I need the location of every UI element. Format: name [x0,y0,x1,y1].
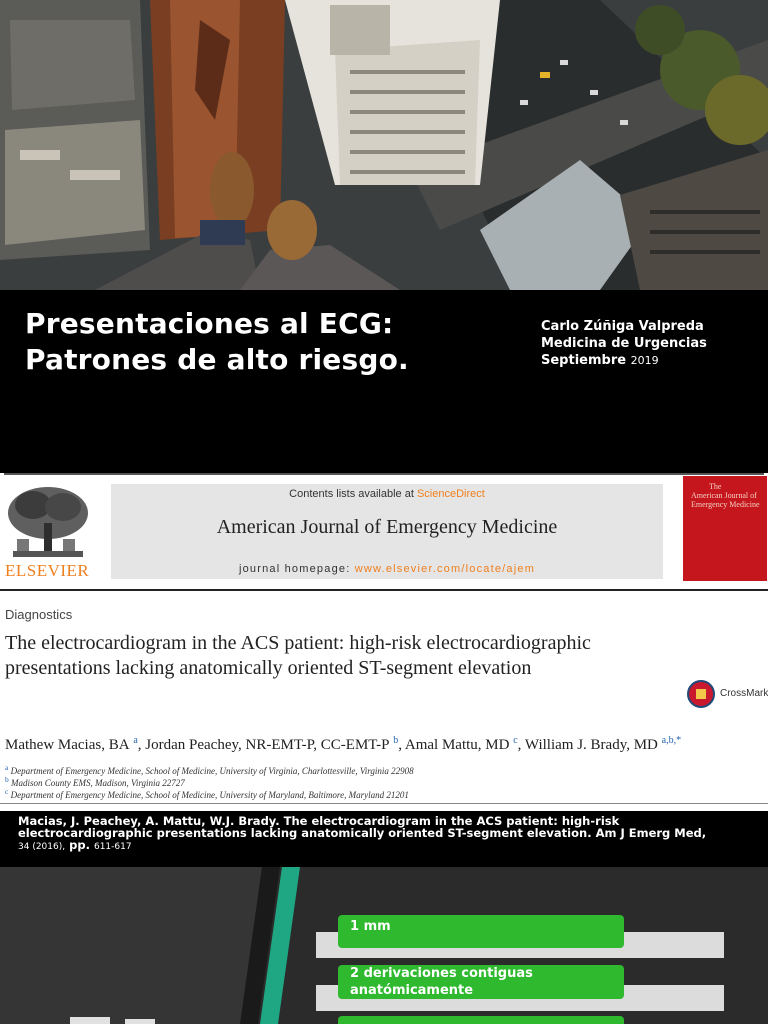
slide-article [0,433,768,865]
author-separator: , [137,737,146,753]
affiliation-text: Madison County EMS, Madison, Virginia 22727 [11,778,185,788]
cover-photo [0,0,768,290]
affiliation-text: Department of Emergency Medicine, School of Medicine, University of Virginia, Charlottesville, Virginia 22908 [10,766,414,776]
divider [4,473,764,475]
author-name: William J. Brady, MD [524,737,658,753]
author-name: Amal Mattu, MD [404,737,510,753]
date-month: Septiembre [541,353,627,368]
slide-title [0,0,768,432]
author-separator: , [398,737,405,753]
author-4[interactable] [525,737,681,753]
article-citation [18,815,718,853]
article-title [5,631,665,681]
divider [0,589,768,591]
affiliation-text: Department of Emergency Medicine, School of Medicine, University of Maryland, Baltimore, Maryland 21201 [10,790,409,800]
author-affiliation-mark: a [133,735,138,746]
author-separator: , [517,737,525,753]
journal-cover [683,476,767,581]
affiliation-mark: a [5,763,9,772]
article-header [0,473,768,811]
author-department: Medicina de Urgencias [541,336,707,351]
cover-line-2: American Journal of [691,491,757,500]
elsevier-logo [3,483,93,583]
author-name: Jordan Peachey, NR-EMT-P, CC-EMT-P [145,737,390,753]
citation-volume: 34 (2016), [18,842,66,852]
contents-prefix: Contents lists available at [289,488,414,500]
presentation-title [25,306,409,378]
affiliation-mark: c [5,787,9,796]
affiliation-mark: b [5,775,9,784]
criteria-item-2 [338,965,624,999]
homepage-prefix: journal homepage: [238,563,351,575]
crossmark-icon [687,680,715,708]
author-affiliation-mark: a,b,* [661,735,682,746]
criteria-item-1 [338,915,624,948]
sciencedirect-link[interactable]: ScienceDirect [416,488,485,500]
criteria-label: 2 derivaciones contiguas anatómicamente [350,966,533,998]
title-line-1: Presentaciones al ECG: [25,307,394,340]
affiliation-c [5,787,409,800]
crossmark-badge[interactable] [686,679,768,713]
author-affiliation-mark: c [513,735,518,746]
author-affiliation-mark: b [393,735,399,746]
citation-pp: pp. [69,838,90,852]
citation-text: Macias, J. Peachey, A. Mattu, W.J. Brady. The electrocardiogram in the ACS patient: high-risk electrocardiographic presentations lacking anatomically oriented ST-segment elevation. Am J Emerg Med, [18,814,707,840]
author-2[interactable] [145,737,405,753]
author-name: Mathew Macias, BA [5,737,130,753]
author-3[interactable] [405,737,525,753]
criteria-item-3 [338,1016,624,1024]
author-info [541,318,707,369]
criteria-label: 1 mm [350,919,391,934]
contents-line [111,488,663,500]
article-title-line-1: The electrocardiogram in the ACS patient: high-risk electrocardiographic [5,632,591,654]
crossmark-label: CrossMark [720,688,768,699]
cover-line-3: Emergency Medicine [691,500,760,509]
article-section: Diagnostics [5,607,73,622]
homepage-link[interactable]: www.elsevier.com/locate/ajem [354,563,536,575]
slide-criteria [0,867,768,1024]
cover-line-1: The [709,482,722,491]
title-line-2: Patrones de alto riesgo. [25,343,409,376]
author-list [5,735,681,754]
divider [0,803,768,804]
author-1[interactable] [5,737,145,753]
citation-pages: 611-617 [93,842,132,852]
cover-title [691,482,760,509]
author-name: Carlo Zúñiga Valpreda [541,319,704,334]
journal-homepage [111,563,663,575]
article-title-line-2: presentations lacking anatomically oriented ST-segment elevation [5,657,532,679]
publisher-name: ELSEVIER [5,561,90,580]
journal-name: American Journal of Emergency Medicine [216,516,558,538]
journal-banner [111,484,663,579]
date-year: 2019 [630,354,659,367]
presentation-date [541,352,707,369]
